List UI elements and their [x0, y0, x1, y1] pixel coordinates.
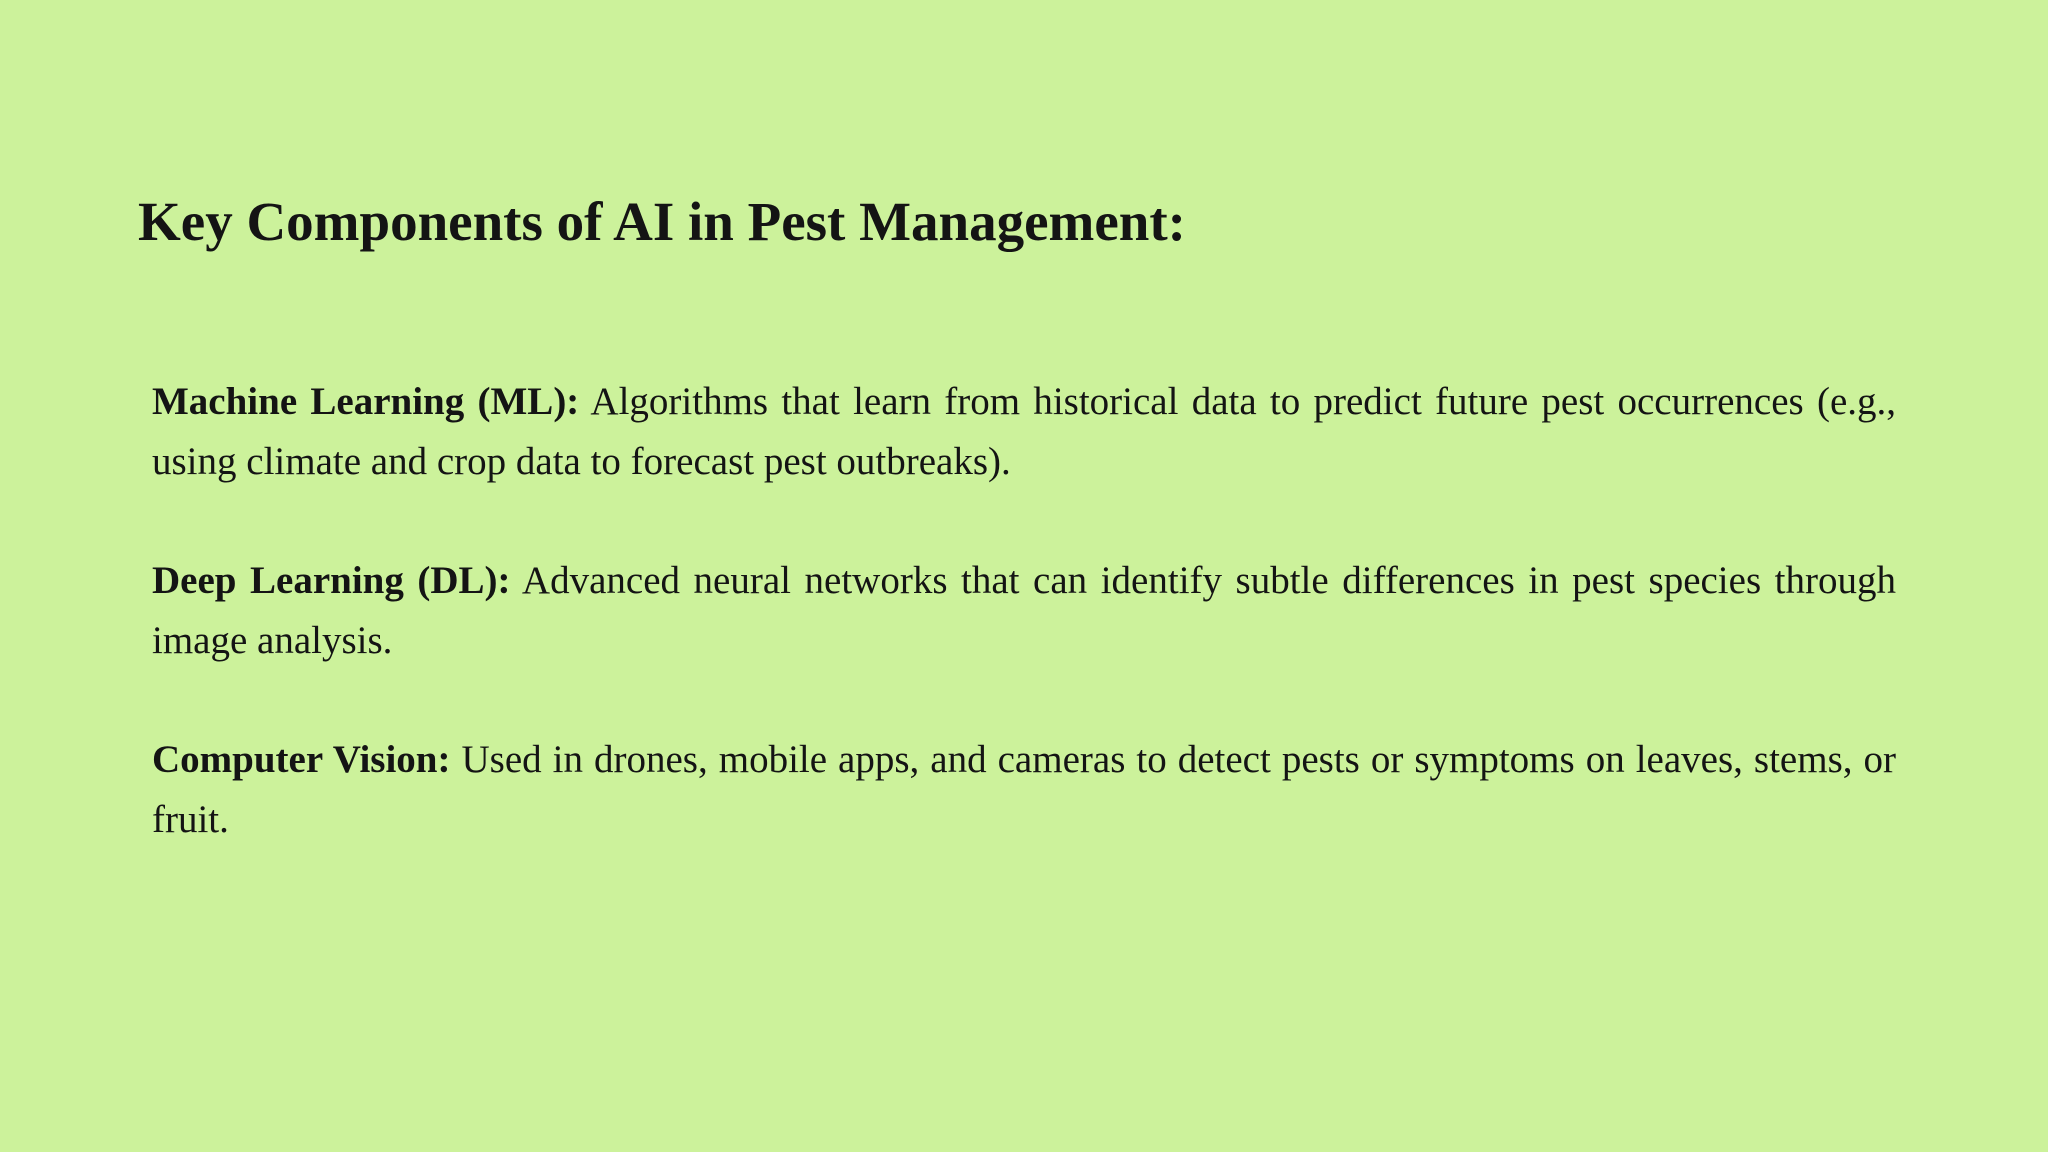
list-item-computer-vision: [152, 730, 1896, 850]
term-description: Advanced neural networks that can identify subtle differences in pest species through image analysis.: [152, 559, 1896, 662]
list-item-deep-learning: [152, 551, 1896, 671]
slide-title: Key Components of AI in Pest Management:: [138, 191, 1186, 252]
term-description: Algorithms that learn from historical data to predict future pest occurrences (e.g., using climate and crop data to forecast pest outbreaks).: [152, 380, 1896, 483]
term-label: Machine Learning (ML):: [152, 380, 580, 423]
term-label: Computer Vision:: [152, 738, 451, 781]
list-item-machine-learning: [152, 372, 1896, 492]
term-label: Deep Learning (DL):: [152, 559, 511, 602]
key-components-list: [152, 372, 1896, 909]
term-description: Used in drones, mobile apps, and cameras to detect pests or symptoms on leaves, stems, or fruit.: [152, 738, 1896, 841]
